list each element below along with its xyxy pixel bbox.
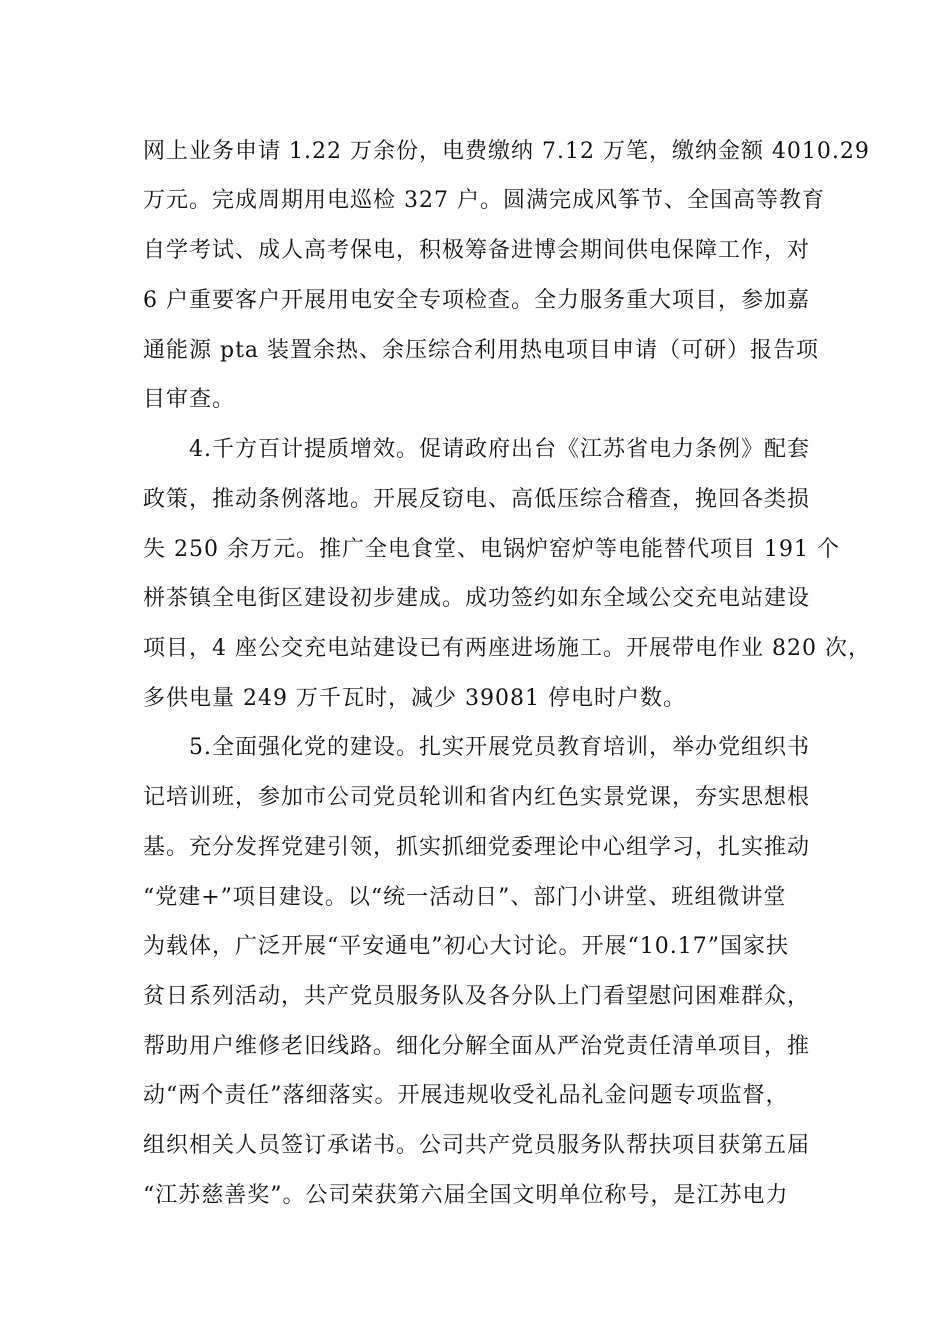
text-line xyxy=(0,574,950,624)
text-line-content: 4.千方百计提质增效。促请政府出台《江苏省电力条例》配套 xyxy=(189,437,810,462)
text-line xyxy=(0,176,950,226)
text-line-content: 贫日系列活动，共产党员服务队及各分队上门看望慰问困难群众， xyxy=(143,984,811,1009)
text-line xyxy=(0,276,950,326)
text-line-content: 通能源 pta 装置余热、余压综合利用热电项目申请（可研）报告项 xyxy=(143,338,820,363)
text-line-content: 栟茶镇全电街区建设初步建成。成功签约如东全域公交充电站建设 xyxy=(143,586,811,611)
text-line-content: 帮助用户维修老旧线路。细化分解全面从严治党责任清单项目，推 xyxy=(143,1034,811,1059)
text-line-content: 5.全面强化党的建设。扎实开展党员教育培训，举办党组织书 xyxy=(189,735,810,760)
text-line xyxy=(0,1022,950,1072)
text-line-content: 组织相关人员签订承诺书。公司共产党员服务队帮扶项目获第五届 xyxy=(143,1133,811,1158)
text-line xyxy=(0,1071,950,1121)
text-line xyxy=(0,922,950,972)
text-line-content: 自学考试、成人高考保电，积极筹备进博会期间供电保障工作，对 xyxy=(143,238,811,263)
text-line xyxy=(0,326,950,376)
paragraph-start-line xyxy=(0,425,950,475)
text-line xyxy=(0,773,950,823)
text-line-content: “江苏慈善奖”。公司荣获第六届全国文明单位称号，是江苏电力 xyxy=(143,1183,789,1208)
text-line-content: 万元。完成周期用电巡检 327 户。圆满完成风筝节、全国高等教育 xyxy=(143,188,825,213)
text-line-content: 失 250 余万元。推广全电食堂、电锅炉窑炉等电能替代项目 191 个 xyxy=(143,537,840,562)
text-line xyxy=(0,972,950,1022)
text-line xyxy=(0,226,950,276)
text-line-content: 基。充分发挥党建引领，抓实抓细党委理论中心组学习，扎实推动 xyxy=(143,835,811,860)
text-line xyxy=(0,624,950,674)
text-line-content: 为载体，广泛开展“平安通电”初心大讨论。开展“10.17”国家扶 xyxy=(143,934,789,959)
text-line-content: 网上业务申请 1.22 万余份，电费缴纳 7.12 万笔，缴纳金额 4010.29 xyxy=(143,139,870,164)
text-line xyxy=(0,375,950,425)
text-line xyxy=(0,823,950,873)
text-line xyxy=(0,525,950,575)
text-line xyxy=(0,1171,950,1221)
text-line-content: 项目，4 座公交充电站建设已有两座进场施工。开展带电作业 820 次， xyxy=(143,636,871,661)
text-line xyxy=(0,475,950,525)
text-line xyxy=(0,674,950,724)
text-line-content: 多供电量 249 万千瓦时，减少 39081 停电时户数。 xyxy=(143,686,686,711)
text-line xyxy=(0,873,950,923)
text-line xyxy=(0,1121,950,1171)
text-line-content: “党建+”项目建设。以“统一活动日”、部门小讲堂、班组微讲堂 xyxy=(143,885,787,910)
paragraph-start-line xyxy=(0,723,950,773)
text-line-content: 动“两个责任”落细落实。开展违规收受礼品礼金问题专项监督， xyxy=(143,1083,789,1108)
text-line-content: 6 户重要客户开展用电安全专项检查。全力服务重大项目，参加嘉 xyxy=(143,288,810,313)
text-line-content: 记培训班，参加市公司党员轮训和省内红色实景党课，夯实思想根 xyxy=(143,785,811,810)
text-line xyxy=(0,127,950,177)
text-line-content: 目审查。 xyxy=(143,387,236,412)
text-line-content: 政策，推动条例落地。开展反窃电、高低压综合稽查，挽回各类损 xyxy=(143,487,811,512)
